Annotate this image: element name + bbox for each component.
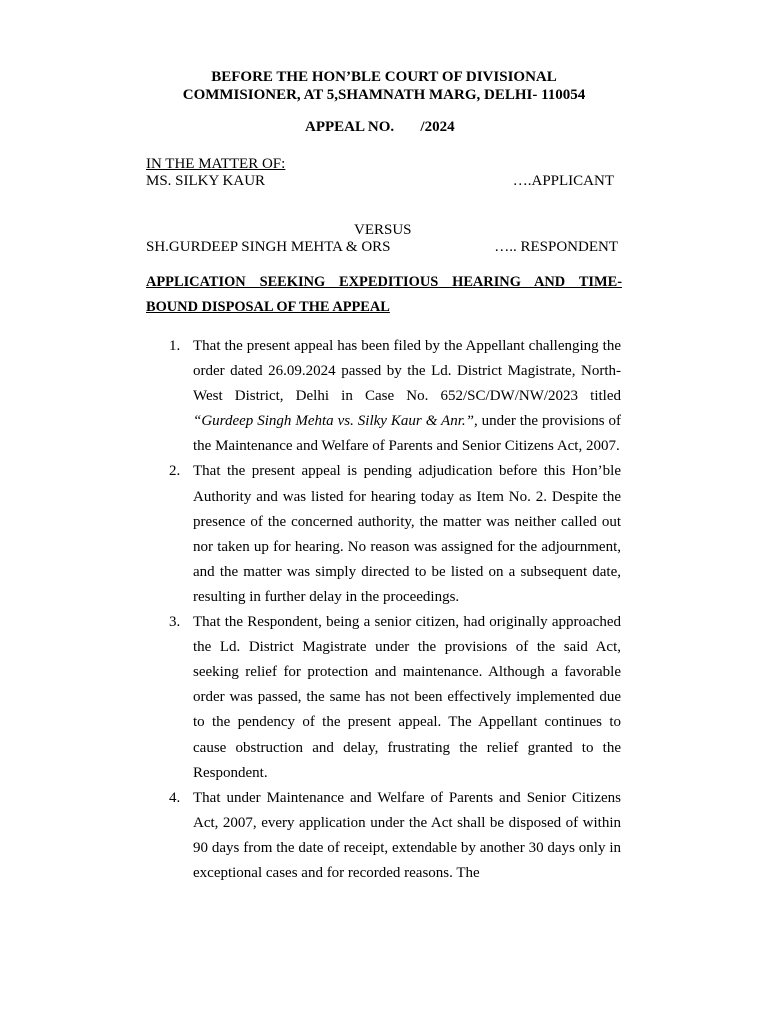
paragraph-number: 3. (169, 614, 181, 631)
paragraph-text: That the present appeal is pending adjudication before this Hon’ble Authority and was listed for hearing today as Item No. 2. Despite the presence of the concerned authority, the matter was neither called out nor taken up for hearing. No reason was assigned for the adjournment, and the matter was simply directed to be listed on a subsequent date, resulting in further delay in the proceedings. (193, 463, 621, 605)
paragraph-text: That the Respondent, being a senior citizen, had originally approached the Ld. District Magistrate under the provisions of the said Act, seeking relief for protection and maintenance. Although a favorable order was passed, the same has not been effectively implemented due to the pendency of the present appeal. The Appellant continues to cause obstruction and delay, frustrating the relief granted to the Respondent. (193, 614, 621, 781)
paragraph-2 (169, 459, 621, 610)
application-subject: APPLICATION SEEKING EXPEDITIOUS HEARING AND TIME-BOUND DISPOSAL OF THE APPEAL (146, 274, 622, 315)
respondent-role: ….. RESPONDENT (494, 239, 618, 255)
respondent-name: SH.GURDEEP SINGH MEHTA & ORS (146, 239, 391, 255)
applicant-name: MS. SILKY KAUR (146, 173, 266, 189)
paragraph-text: That the present appeal has been filed by the Appellant challenging the order dated 26.09.2024 passed by the Ld. District Magistrate, North-West District, Delhi in Case No. 652/SC/DW/NW/2023 titled (193, 338, 621, 405)
case-title: “Gurdeep Singh Mehta vs. Silky Kaur & Anr.” (193, 413, 474, 430)
paragraph-4 (169, 786, 621, 886)
court-heading-line-1: BEFORE THE HON’BLE COURT OF DIVISIONAL (211, 69, 557, 85)
paragraph-1 (169, 334, 621, 459)
paragraph-number: 4. (169, 789, 181, 806)
in-the-matter-label: IN THE MATTER OF: (146, 156, 286, 172)
court-heading-line-2: COMMISIONER, AT 5,SHAMNATH MARG, DELHI- 110054 (182, 87, 586, 103)
paragraph-3 (169, 610, 621, 786)
paragraph-text-continued: , under the provisions of the Maintenance and Welfare of Parents and Senior Citizens Act, 2007. (193, 413, 621, 455)
paragraph-text: That under Maintenance and Welfare of Parents and Senior Citizens Act, 2007, every application under the Act shall be disposed of within 90 days from the date of receipt, extendable by another 30 days only in exceptional cases and for recorded reasons. The (193, 789, 621, 881)
versus-label: VERSUS (354, 222, 412, 238)
appeal-number: APPEAL NO. /2024 (305, 119, 455, 135)
applicant-role: ….APPLICANT (512, 173, 614, 189)
paragraph-number: 1. (169, 338, 181, 354)
paragraph-number: 2. (169, 463, 181, 480)
numbered-paragraphs (146, 334, 621, 886)
